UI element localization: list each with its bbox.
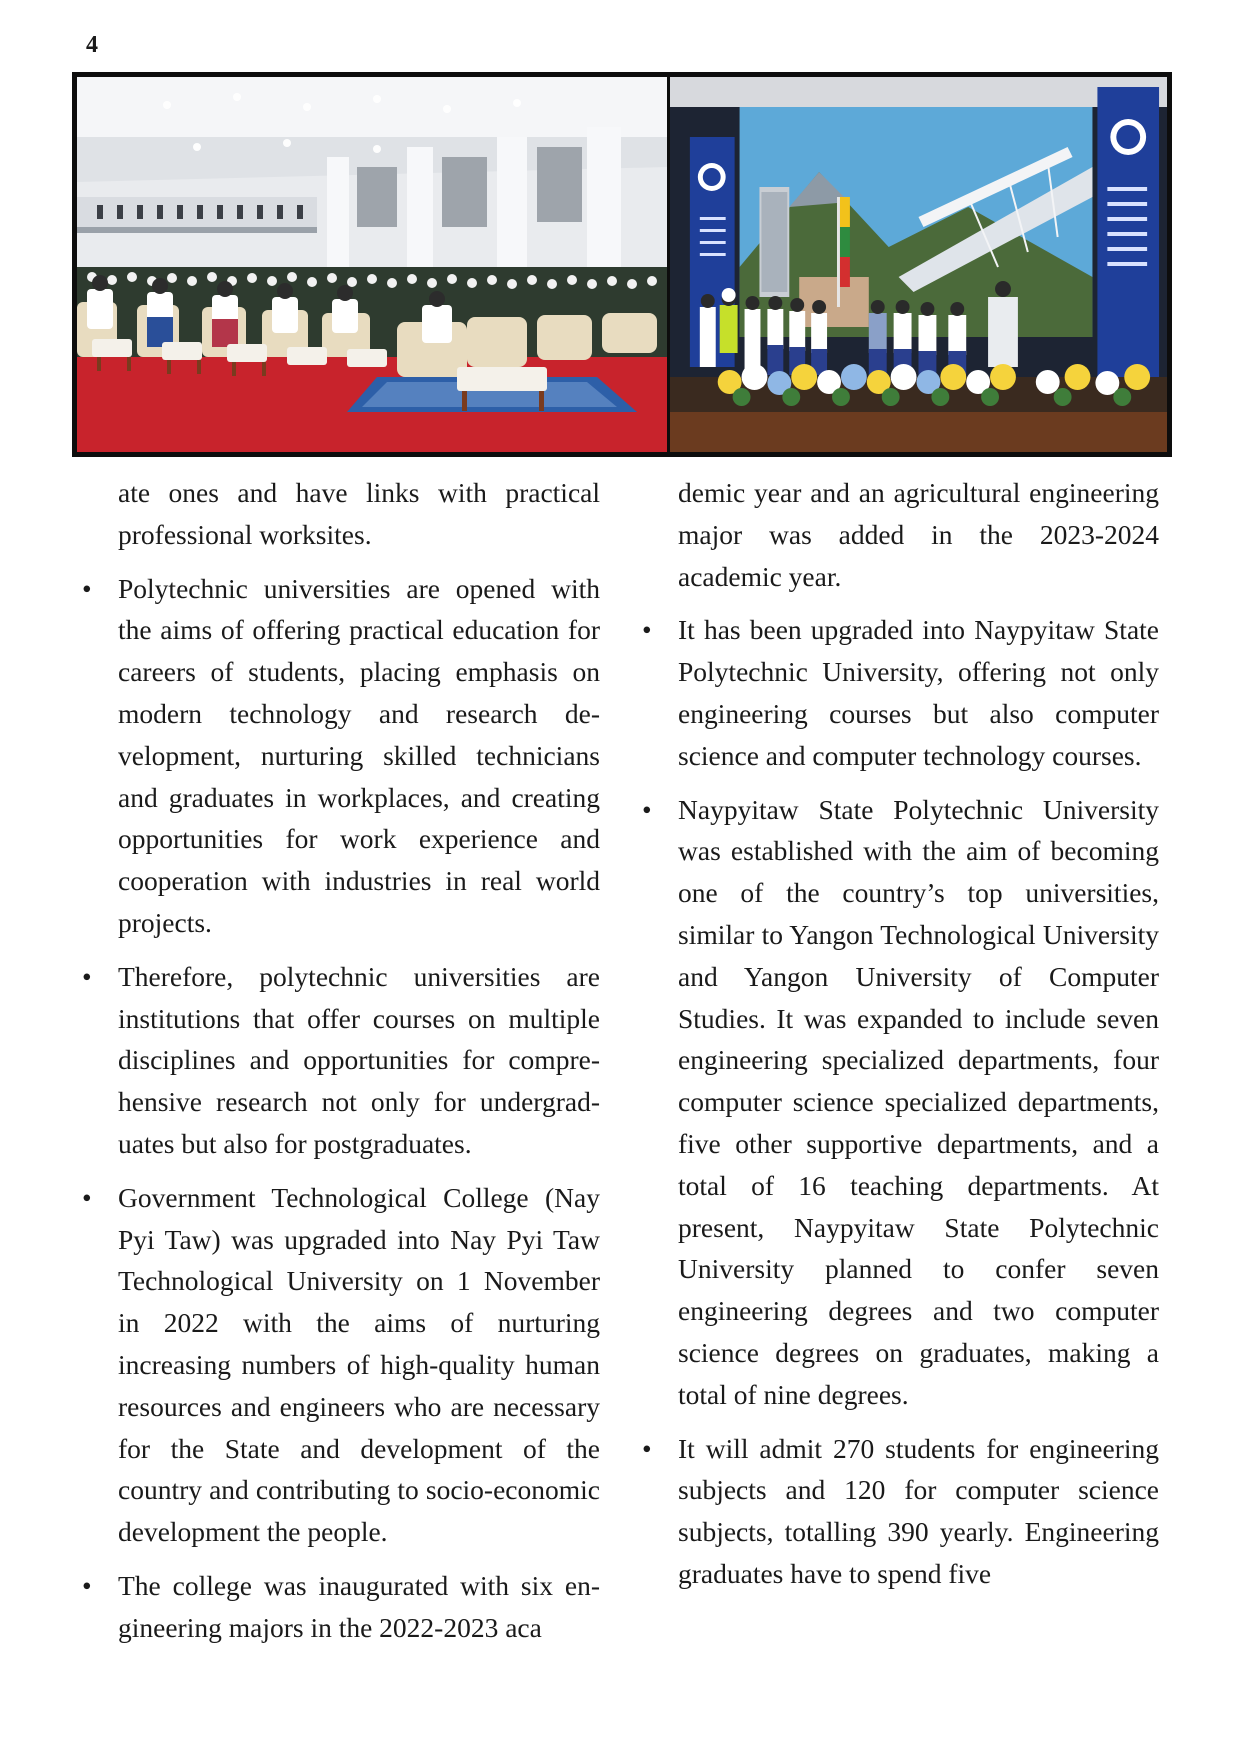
bullet-text: Government Technological College (Nay Pyi Taw) was upgraded into Nay Pyi Taw Technological University on 1 November in 2022 with the aims of nurturing increasing numbers of high-quality human resources and engineers who are necessary for the State and development of the country and contributing to socio-economic development the people.	[118, 1181, 600, 1548]
stage-ceremony-photo	[670, 77, 1167, 452]
bullet-icon: •	[82, 1569, 92, 1601]
stage-illustration	[670, 77, 1167, 452]
bullet-item	[82, 1177, 600, 1553]
bullet-item	[82, 1565, 600, 1649]
bullet-text: It will admit 270 students for engineering subjects and 120 for computer science subjects, totalling 390 yearly. Engineering graduates have to spend five	[678, 1432, 1159, 1589]
bullet-icon: •	[642, 614, 652, 646]
right-column	[642, 472, 1159, 1652]
bullet-text: Therefore, polytechnic universities are institutions that offer courses on multiple disciplines and opportunities for comprehensive research not only for undergraduates but also for postgraduates.	[118, 960, 600, 1159]
bullet-item	[642, 789, 1159, 1416]
photo-frame	[72, 72, 1172, 457]
bullet-item	[82, 956, 600, 1165]
bullet-icon: •	[642, 1432, 652, 1464]
left-column	[82, 472, 600, 1652]
bullet-text: The college was inaugurated with six engineering majors in the 2022-2023 aca	[118, 1569, 600, 1643]
auditorium-photo	[77, 77, 667, 452]
bullet-item	[642, 609, 1159, 776]
bullet-icon: •	[82, 572, 92, 604]
bullet-text: Naypyitaw State Polytechnic University was established with the aim of becoming one of the country’s top universities, similar to Yangon Technological University and Yangon University of Computer Studies. It was expanded to include seven engineering specialized departments, four computer science specialized departments, five other supportive departments, and a total of 16 teaching departments. At present, Naypyitaw State Polytechnic University planned to confer seven engineering degrees and two computer science degrees on graduates, making a total of nine degrees.	[678, 793, 1159, 1410]
bullet-icon: •	[82, 960, 92, 992]
bullet-text: It has been upgraded into Naypyitaw State Polytechnic University, offering not only engineering courses but also computer science and computer technology courses.	[678, 614, 1159, 771]
bullet-text: Polytechnic universities are opened with the aims of offering practical education for careers of students, placing emphasis on modern technology and research development, nurturing skilled technicians and graduates in workplaces, and creating opportunities for work experience and cooperation with industries in real world projects.	[118, 572, 600, 938]
bullet-icon: •	[82, 1181, 92, 1213]
right-column-continuation: demic year and an agricultural engineering major was added in the 2023-2024 academic year.	[678, 477, 1159, 592]
auditorium-illustration	[77, 77, 667, 452]
bullet-item	[82, 568, 600, 944]
left-column-continuation: ate ones and have links with practical professional worksites.	[118, 477, 600, 550]
bullet-icon: •	[642, 793, 652, 825]
page-number: 4	[86, 32, 98, 58]
bullet-item	[642, 1428, 1159, 1595]
